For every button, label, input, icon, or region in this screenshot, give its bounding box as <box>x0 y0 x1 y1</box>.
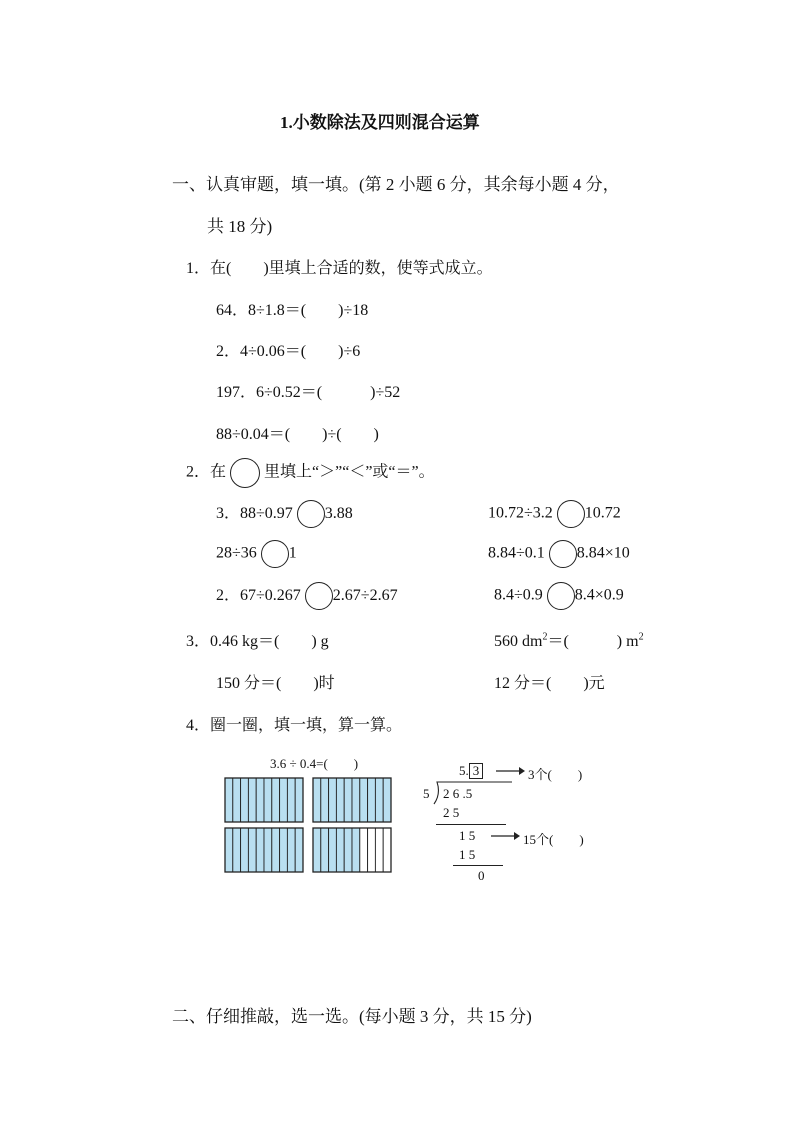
grid-strip <box>248 778 256 822</box>
section1-heading: 一、认真审题，填一填。(第 2 小题 6 分，其余每小题 4 分， <box>172 175 620 194</box>
q2-row2-right <box>488 540 630 568</box>
grid-strip <box>256 778 264 822</box>
q2-row1-right <box>488 500 621 528</box>
q1-line-3: 197．6÷0.52＝( )÷52 <box>216 384 401 401</box>
expr: 8.4÷0.9 <box>494 586 543 604</box>
answer-circle-icon <box>230 458 260 488</box>
grid-strip <box>336 828 344 872</box>
division-divisor: 5 <box>423 786 430 801</box>
grid-strip <box>313 828 321 872</box>
q2-row3-right <box>494 582 624 610</box>
expr: 8.4×0.9 <box>574 586 624 604</box>
q2-row1-left <box>216 500 353 528</box>
q2-prompt-after: 里填上“＞”“＜”或“＝”。 <box>264 463 435 481</box>
q2-prompt-before: 2．在 <box>186 463 227 481</box>
arrow-icon <box>495 765 525 777</box>
q4-prompt: 4．圈一圈，填一填，算一算。 <box>186 717 403 734</box>
grid-strip <box>256 828 264 872</box>
q3-row2-right: 12 分＝( )元 <box>494 675 605 692</box>
grid-strip <box>233 828 241 872</box>
division-dividend: 2 6 .5 <box>443 786 473 801</box>
q3-row1-right <box>494 628 644 651</box>
q4-figure-label: 3.6 ÷ 0.4=( ) <box>270 756 359 771</box>
grid-strip <box>272 778 280 822</box>
section2-heading: 二、仔细推敲，选一选。(每小题 3 分，共 15 分) <box>172 1007 532 1026</box>
grid-strip <box>383 778 391 822</box>
grid-strip <box>368 778 376 822</box>
q2-row3-left <box>216 582 398 610</box>
answer-circle-icon[interactable] <box>547 582 575 610</box>
grid-strip <box>329 778 337 822</box>
expr: 1 <box>288 544 297 562</box>
division-rule <box>453 865 503 866</box>
grid-strip <box>383 828 391 872</box>
section1-heading-cont: 共 18 分) <box>207 217 273 236</box>
expr: 10.72 <box>584 504 621 522</box>
grid-strip <box>336 778 344 822</box>
grid-strip <box>352 778 360 822</box>
arrow2-label: 15个( ) <box>523 832 584 847</box>
grid-strip <box>360 828 368 872</box>
expr: ＝( ) m <box>547 633 639 650</box>
expr: 8.84×10 <box>576 544 630 562</box>
quotient-digit: 5 <box>459 763 466 778</box>
grid-strip <box>248 828 256 872</box>
q2-row2-left <box>216 540 297 568</box>
grid-strip <box>280 828 288 872</box>
grid-strip <box>375 778 383 822</box>
grid-strip <box>264 778 272 822</box>
grid-strip <box>368 828 376 872</box>
q1-line-4: 88÷0.04＝( )÷( ) <box>216 426 379 443</box>
expr: 560 dm <box>494 633 543 650</box>
division-rule <box>436 824 506 825</box>
page-title: 1.小数除法及四则混合运算 <box>280 113 480 132</box>
q3-row1-left: 3．0.46 kg＝( ) g <box>186 633 329 650</box>
grid-strip <box>233 778 241 822</box>
grid-strip <box>241 778 249 822</box>
q1-prompt: 1．在( )里填上合适的数，使等式成立。 <box>186 260 493 277</box>
expr: 2.67÷2.67 <box>332 587 398 604</box>
exponent: 2 <box>638 631 644 643</box>
exponent: 2 <box>542 631 548 643</box>
answer-circle-icon[interactable] <box>261 540 289 568</box>
decimal-grid-figure <box>224 776 394 876</box>
expr: 8.84÷0.1 <box>488 544 545 562</box>
q2-prompt <box>186 458 435 488</box>
division-sub2: 1 5 <box>459 847 476 862</box>
arrow-icon <box>490 830 520 842</box>
grid-strip <box>287 778 295 822</box>
expr: 10.72÷3.2 <box>488 504 553 522</box>
grid-strip <box>295 828 303 872</box>
division-sub1: 2 5 <box>443 805 460 820</box>
q1-line-1: 64．8÷1.8＝( )÷18 <box>216 302 369 319</box>
grid-strip <box>375 828 383 872</box>
grid-strip <box>329 828 337 872</box>
grid-strip <box>344 828 352 872</box>
division-rem1: 1 5 <box>459 828 476 843</box>
answer-circle-icon[interactable] <box>297 500 325 528</box>
division-quotient <box>459 763 483 779</box>
grid-strip <box>225 828 233 872</box>
quotient-dot: . <box>465 763 469 778</box>
expr: 3.88 <box>324 505 353 522</box>
grid-strip <box>321 828 329 872</box>
arrow1-label: 3个( ) <box>528 767 583 782</box>
grid-strip <box>295 778 303 822</box>
expr: 2．67÷0.267 <box>216 587 301 604</box>
quotient-box: 3 <box>469 763 484 779</box>
grid-strip <box>225 778 233 822</box>
grid-strip <box>264 828 272 872</box>
grid-strip <box>313 778 321 822</box>
grid-strip <box>272 828 280 872</box>
expr: 28÷36 <box>216 544 257 562</box>
answer-circle-icon[interactable] <box>549 540 577 568</box>
q1-line-2: 2．4÷0.06＝( )÷6 <box>216 343 361 360</box>
grid-strip <box>241 828 249 872</box>
grid-strip <box>287 828 295 872</box>
answer-circle-icon[interactable] <box>305 582 333 610</box>
grid-strip <box>360 778 368 822</box>
expr: 3．88÷0.97 <box>216 505 293 522</box>
grid-strip <box>280 778 288 822</box>
answer-circle-icon[interactable] <box>557 500 585 528</box>
q3-row2-left: 150 分＝( )时 <box>216 675 335 692</box>
grid-strip <box>321 778 329 822</box>
grid-strip <box>352 828 360 872</box>
division-final: 0 <box>478 868 485 883</box>
grid-strip <box>344 778 352 822</box>
